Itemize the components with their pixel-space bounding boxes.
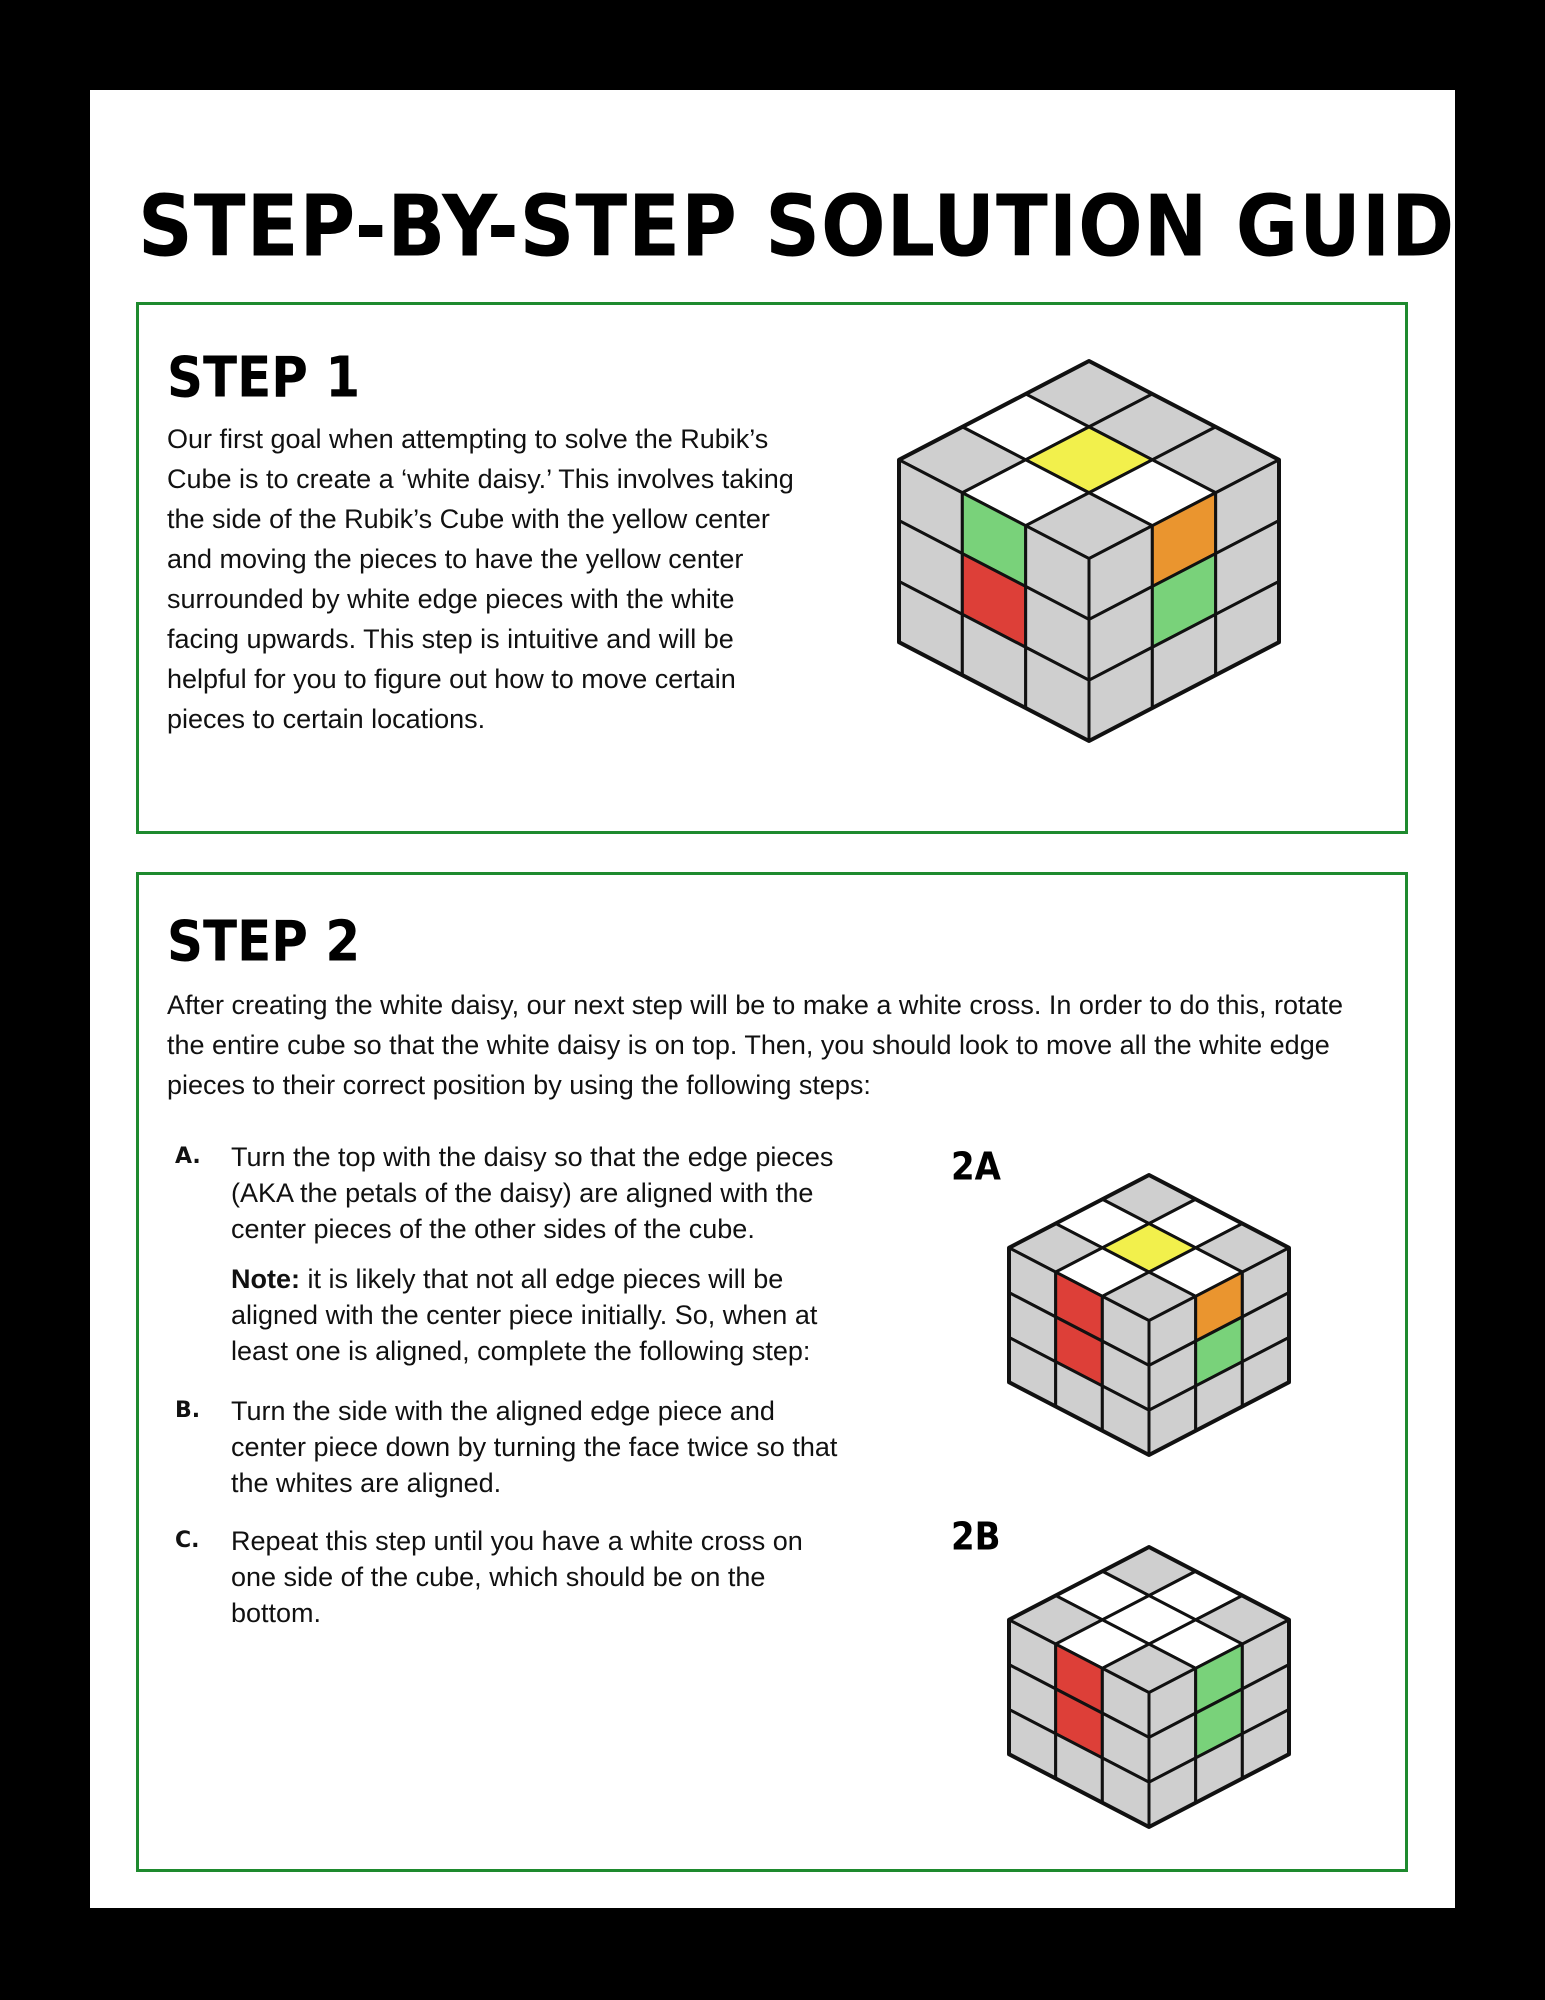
- list-item-b: [175, 1393, 855, 1501]
- list-item-c: [175, 1523, 855, 1631]
- page: [90, 90, 1509, 1908]
- list-marker-a: A.: [175, 1144, 201, 1169]
- step1-title: STEP 1: [167, 345, 361, 410]
- step1-panel: [136, 302, 1408, 834]
- list-item-a-text: Turn the top with the daisy so that the edge pieces (AKA the petals of the daisy) are aligned with the center pieces of the other sides of the cube.: [231, 1142, 834, 1244]
- list-marker-b: B.: [175, 1398, 201, 1423]
- step2-title: STEP 2: [167, 909, 361, 974]
- step2-intro: After creating the white daisy, our next step will be to make a white cross. In order to do this, rotate the entire cube so that the white daisy is on top. Then, you should look to move all the white edge pieces to their correct position by using the following steps:: [167, 990, 1344, 1100]
- list-marker-c: C.: [175, 1528, 200, 1553]
- page-title: STEP-BY-STEP SOLUTION GUIDE: [138, 176, 1509, 276]
- cube-2b-illustration: [1009, 1547, 1299, 1837]
- note: [175, 1261, 855, 1369]
- cube-2a-illustration: [1009, 1175, 1299, 1465]
- list-item-b-text: Turn the side with the aligned edge piece and center piece down by turning the face twice so that the whites are aligned.: [231, 1396, 838, 1498]
- list-item-a: [175, 1139, 855, 1247]
- step2-panel: [136, 872, 1408, 1872]
- cube-step1-illustration: [899, 361, 1279, 741]
- figure-2a-label: 2A: [951, 1145, 1001, 1190]
- note-label: Note:: [231, 1264, 300, 1294]
- list-item-c-text: Repeat this step until you have a white cross on one side of the cube, which should be on the bottom.: [231, 1526, 803, 1628]
- step1-text: Our first goal when attempting to solve the Rubik’s Cube is to create a ‘white daisy.’ This involves taking the side of the Rubik’s Cube with the yellow center and moving the pieces to have the yellow center surrounded by white edge pieces with the white facing upwards. This step is intuitive and will be helpful for you to figure out how to move certain pieces to certain locations.: [167, 424, 794, 734]
- note-text: it is likely that not all edge pieces will be aligned with the center piece initially. So, when at least one is aligned, complete the following step:: [231, 1264, 818, 1366]
- step2-list: [175, 1139, 855, 1653]
- figure-2b-label: 2B: [951, 1515, 1001, 1560]
